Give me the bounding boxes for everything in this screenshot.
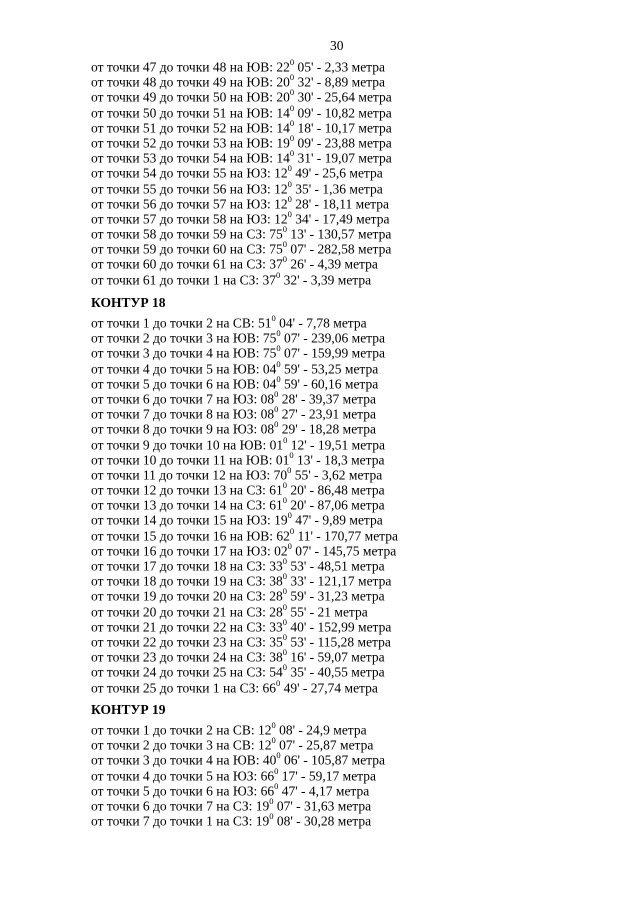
bearing-text: от точки 1 до точки 2 на СВ: 51	[91, 315, 272, 331]
bearing-text: от точки 6 до точки 7 на ЮЗ: 08	[91, 391, 275, 407]
degree-mark: 0	[287, 208, 292, 219]
bearing-line	[91, 162, 392, 181]
bearing-text: от точки 55 до точки 56 на ЮЗ: 12	[91, 181, 288, 196]
bearing-text: от точки 5 до точки 6 на ЮЗ: 66	[91, 783, 275, 799]
bearing-line	[91, 631, 398, 650]
degree-mark: 0	[282, 254, 287, 265]
degree-mark: 0	[289, 117, 295, 128]
bearing-text: от точки 17 до точки 18 на СЗ: 33	[91, 558, 283, 574]
bearing-text: от точки 12 до точки 13 на СЗ: 61	[91, 482, 283, 498]
contour-18-section	[91, 294, 398, 695]
bearing-text: от точки 25 до точки 1 на СЗ: 66	[91, 680, 276, 695]
bearing-distance: 28' - 18,11 метра	[291, 196, 389, 212]
degree-mark: 0	[274, 419, 279, 430]
bearing-list	[91, 312, 398, 695]
bearing-distance: 29' - 18,28 метра	[278, 421, 376, 437]
degree-mark: 0	[287, 464, 292, 475]
degree-mark: 0	[276, 358, 281, 369]
degree-mark: 0	[282, 571, 287, 582]
degree-mark: 0	[287, 510, 292, 521]
bearing-distance: 13' - 130,57 метра	[286, 226, 392, 242]
bearing-distance: 05' - 2,33 метра	[294, 59, 385, 75]
bearing-line	[91, 810, 385, 829]
degree-mark: 0	[275, 269, 281, 280]
bearing-distance: 07' - 159,99 метра	[280, 345, 385, 361]
bearing-distance: 09' - 23,88 метра	[294, 135, 392, 151]
bearing-text: от точки 7 до точки 8 на ЮЗ: 08	[91, 406, 275, 422]
bearing-distance: 06' - 105,87 метра	[280, 752, 385, 768]
bearing-distance: 35' - 40,55 метра	[286, 664, 385, 680]
bearing-text: от точки 50 до точки 51 на ЮВ: 14	[91, 105, 290, 121]
bearing-text: от точки 11 до точки 12 на ЮЗ: 70	[91, 467, 288, 483]
bearing-distance: 08' - 30,28 метра	[273, 813, 372, 829]
bearing-text: от точки 15 до точки 16 на ЮВ: 62	[91, 528, 290, 544]
degree-mark: 0	[289, 449, 294, 460]
degree-mark: 0	[276, 328, 281, 339]
bearing-line	[91, 71, 392, 90]
degree-mark: 0	[289, 87, 295, 98]
bearing-line	[91, 86, 392, 105]
degree-mark: 0	[283, 434, 288, 445]
bearing-text: от точки 54 до точки 55 на ЮЗ: 12	[91, 165, 288, 181]
bearing-distance: 18' - 10,17 метра	[294, 120, 392, 136]
bearing-text: от точки 4 до точки 5 на ЮЗ: 66	[91, 768, 275, 784]
bearing-distance: 53' - 48,51 метра	[286, 558, 385, 574]
degree-mark: 0	[271, 735, 276, 746]
degree-mark: 0	[289, 102, 295, 113]
bearing-line	[91, 509, 398, 528]
bearing-line	[91, 479, 398, 498]
bearing-distance: 28' - 39,37 метра	[278, 391, 376, 407]
bearing-line	[91, 646, 398, 665]
bearing-line	[91, 117, 392, 136]
bearing-line	[91, 585, 398, 604]
bearing-line	[91, 601, 398, 620]
bearing-distance: 13' - 18,3 метра	[293, 452, 385, 468]
degree-mark: 0	[276, 343, 281, 354]
bearing-distance: 11' - 170,77 метра	[294, 528, 398, 544]
bearing-text: от точки 49 до точки 50 на ЮВ: 20	[91, 89, 290, 105]
degree-mark: 0	[289, 132, 295, 143]
degree-mark: 0	[271, 313, 276, 323]
degree-mark: 0	[274, 765, 279, 776]
degree-mark: 0	[271, 720, 276, 730]
degree-mark: 0	[282, 662, 287, 673]
bearing-line	[91, 449, 398, 468]
bearing-line	[91, 734, 385, 753]
bearing-text: от точки 47 до точки 48 на ЮВ: 22	[91, 59, 290, 75]
bearing-line	[91, 749, 385, 768]
bearing-line	[91, 765, 385, 784]
degree-mark: 0	[287, 178, 292, 189]
degree-mark: 0	[282, 495, 287, 506]
bearing-distance: 08' - 24,9 метра	[275, 722, 367, 738]
bearing-line	[91, 403, 398, 422]
bearing-text: от точки 20 до точки 21 на СЗ: 28	[91, 604, 283, 620]
degree-mark: 0	[289, 57, 295, 67]
bearing-distance: 59' - 60,16 метра	[280, 376, 379, 392]
bearing-distance: 17' - 59,17 метра	[278, 768, 376, 784]
bearing-line	[91, 780, 385, 799]
bearing-line	[91, 677, 398, 695]
bearing-line	[91, 269, 392, 288]
bearing-line	[91, 661, 398, 680]
degree-mark: 0	[276, 750, 281, 761]
bearing-line	[91, 358, 398, 377]
bearing-text: от точки 53 до точки 54 на ЮВ: 14	[91, 150, 290, 166]
degree-mark: 0	[289, 148, 295, 159]
bearing-text: от точки 52 до точки 53 на ЮВ: 19	[91, 135, 290, 151]
bearing-text: от точки 58 до точки 59 на СЗ: 75	[91, 226, 283, 242]
bearing-distance: 09' - 10,82 метра	[294, 105, 392, 121]
bearing-distance: 59' - 53,25 метра	[280, 361, 379, 377]
degree-mark: 0	[274, 404, 279, 415]
bearing-line	[91, 147, 392, 166]
bearing-distance: 49' - 27,74 метра	[280, 680, 378, 695]
degree-mark: 0	[275, 677, 281, 688]
bearing-distance: 26' - 4,39 метра	[286, 256, 378, 272]
bearing-line	[91, 616, 398, 635]
degree-mark: 0	[287, 193, 292, 204]
bearing-distance: 49' - 25,6 метра	[291, 165, 383, 181]
bearing-distance: 04' - 7,78 метра	[275, 315, 367, 331]
bearing-text: от точки 7 до точки 1 на СЗ: 19	[91, 813, 270, 829]
degree-mark: 0	[282, 616, 287, 627]
degree-mark: 0	[276, 373, 281, 384]
degree-mark: 0	[282, 556, 287, 566]
bearing-line	[91, 102, 392, 121]
section-heading: КОНТУР 18	[91, 295, 166, 310]
bearing-line	[91, 132, 392, 151]
degree-mark: 0	[282, 224, 287, 235]
bearing-distance: 30' - 25,64 метра	[294, 89, 392, 105]
degree-mark: 0	[282, 601, 287, 612]
bearing-text: от точки 48 до точки 49 на ЮВ: 20	[91, 74, 290, 90]
bearing-line	[91, 388, 398, 407]
bearing-text: от точки 16 до точки 17 на ЮЗ: 02	[91, 543, 288, 559]
bearing-text: от точки 18 до точки 19 на СЗ: 38	[91, 573, 283, 589]
bearing-line	[91, 238, 392, 257]
bearing-line	[91, 719, 385, 738]
bearing-text: от точки 14 до точки 15 на ЮЗ: 19	[91, 512, 288, 528]
bearing-text: от точки 9 до точки 10 на ЮВ: 01	[91, 437, 284, 452]
page-number: 30	[330, 38, 344, 53]
degree-mark: 0	[282, 631, 287, 642]
bearing-distance: 33' - 121,17 метра	[286, 573, 392, 589]
contour-19-section	[91, 701, 385, 829]
bearing-line	[91, 253, 392, 272]
bearing-text: от точки 59 до точки 60 на СЗ: 75	[91, 241, 283, 257]
bearing-text: от точки 8 до точки 9 на ЮЗ: 08	[91, 421, 275, 437]
degree-mark: 0	[269, 811, 274, 822]
bearing-line	[91, 178, 392, 196]
bearing-line	[91, 312, 398, 331]
bearing-text: от точки 6 до точки 7 на СЗ: 19	[91, 798, 270, 814]
bearing-distance: 32' - 8,89 метра	[294, 74, 385, 90]
bearing-line	[91, 342, 398, 361]
bearing-text: от точки 2 до точки 3 на СВ: 12	[91, 737, 272, 753]
degree-mark: 0	[274, 780, 279, 791]
bearing-line	[91, 208, 392, 227]
bearing-distance: 07' - 239,06 метра	[280, 330, 385, 346]
bearing-distance: 55' - 21 метра	[286, 604, 368, 620]
bearing-line	[91, 795, 385, 814]
bearing-distance: 34' - 17,49 метра	[291, 211, 390, 227]
bearing-text: от точки 3 до точки 4 на ЮВ: 40	[91, 752, 277, 768]
bearing-line	[91, 555, 398, 574]
bearing-distance: 55' - 3,62 метра	[291, 467, 383, 483]
bearing-distance: 47' - 4,17 метра	[278, 783, 370, 799]
degree-mark: 0	[287, 540, 292, 551]
bearing-distance: 27' - 23,91 метра	[278, 406, 376, 422]
bearing-text: от точки 21 до точки 22 на СЗ: 33	[91, 619, 283, 635]
bearing-text: от точки 10 до точки 11 на ЮВ: 01	[91, 452, 290, 468]
bearing-distance: 59' - 31,23 метра	[286, 588, 385, 604]
bearing-text: от точки 60 до точки 61 на СЗ: 37	[91, 256, 283, 272]
bearing-text: от точки 13 до точки 14 на СЗ: 61	[91, 497, 283, 513]
degree-mark: 0	[289, 525, 295, 536]
degree-mark: 0	[274, 388, 279, 399]
bearing-text: от точки 61 до точки 1 на СЗ: 37	[91, 272, 276, 288]
bearing-text: от точки 51 до точки 52 на ЮВ: 14	[91, 120, 290, 136]
bearing-list-continuation	[91, 56, 392, 288]
degree-mark: 0	[282, 586, 287, 597]
bearing-distance: 53' - 115,28 метра	[286, 634, 391, 650]
bearing-text: от точки 4 до точки 5 на ЮВ: 04	[91, 361, 277, 377]
bearing-distance: 20' - 86,48 метра	[286, 482, 385, 498]
degree-mark: 0	[282, 239, 287, 250]
bearing-line	[91, 223, 392, 242]
bearing-line	[91, 464, 398, 483]
bearing-text: от точки 2 до точки 3 на ЮВ: 75	[91, 330, 277, 346]
bearing-distance: 47' - 9,89 метра	[291, 512, 383, 528]
bearing-text: от точки 56 до точки 57 на ЮЗ: 12	[91, 196, 288, 212]
bearing-text: от точки 19 до точки 20 на СЗ: 28	[91, 588, 283, 604]
bearing-distance: 40' - 152,99 метра	[286, 619, 392, 635]
bearing-line	[91, 193, 392, 212]
bearing-text: от точки 24 до точки 25 на СЗ: 54	[91, 664, 283, 680]
bearing-distance: 12' - 19,51 метра	[287, 437, 385, 452]
bearing-distance: 32' - 3,39 метра	[280, 272, 372, 288]
bearing-distance: 07' - 31,63 метра	[273, 798, 372, 814]
degree-mark: 0	[269, 795, 274, 806]
bearing-text: от точки 22 до точки 23 на СЗ: 35	[91, 634, 283, 650]
bearing-line	[91, 434, 398, 452]
bearing-text: от точки 23 до точки 24 на СЗ: 38	[91, 649, 283, 665]
degree-mark: 0	[289, 72, 295, 83]
degree-mark: 0	[282, 647, 287, 658]
bearing-line	[91, 540, 398, 559]
bearing-text: от точки 57 до точки 58 на ЮЗ: 12	[91, 211, 288, 227]
degree-mark: 0	[287, 163, 292, 174]
bearing-line	[91, 494, 398, 513]
bearing-line	[91, 373, 398, 392]
bearing-text: от точки 1 до точки 2 на СВ: 12	[91, 722, 272, 738]
bearing-line	[91, 327, 398, 346]
bearing-distance: 07' - 25,87 метра	[275, 737, 374, 753]
degree-mark: 0	[282, 480, 287, 491]
bearing-distance: 35' - 1,36 метра	[291, 181, 383, 196]
bearing-distance: 07' - 282,58 метра	[286, 241, 392, 257]
bearing-line	[91, 56, 392, 75]
bearing-line	[91, 570, 398, 589]
bearing-distance: 31' - 19,07 метра	[294, 150, 392, 166]
bearing-distance: 07' - 145,75 метра	[291, 543, 397, 559]
bearing-distance: 16' - 59,07 метра	[286, 649, 385, 665]
bearing-text: от точки 5 до точки 6 на ЮВ: 04	[91, 376, 277, 392]
bearing-line	[91, 525, 398, 544]
section-heading: КОНТУР 19	[91, 702, 166, 717]
bearing-list	[91, 719, 385, 829]
bearing-text: от точки 3 до точки 4 на ЮВ: 75	[91, 345, 277, 361]
bearing-line	[91, 418, 398, 437]
bearing-distance: 20' - 87,06 метра	[286, 497, 385, 513]
